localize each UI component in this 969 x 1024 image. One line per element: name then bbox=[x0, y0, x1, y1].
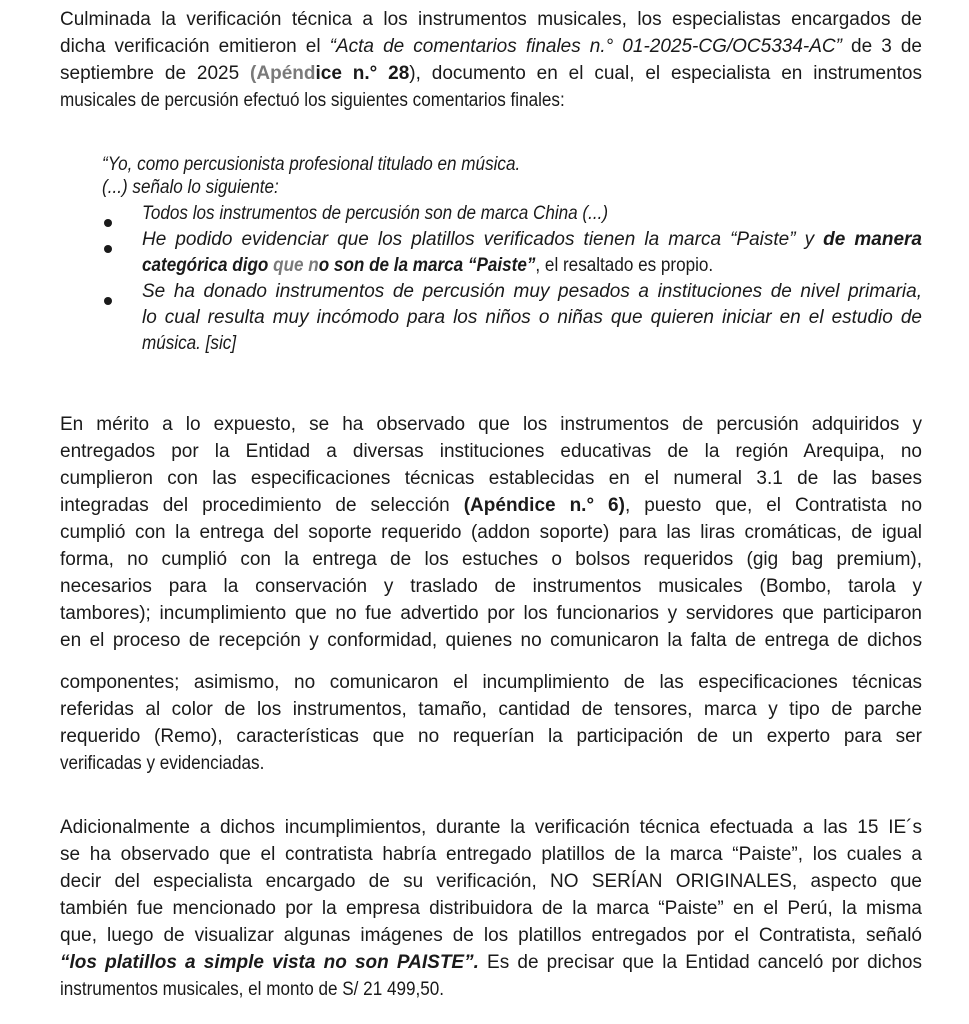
text-line: instrumentos musicales, el monto de S/ 21 499,50. bbox=[60, 979, 445, 1000]
text-span: , documento en el cual, el especialista en instrumentos bbox=[415, 63, 922, 84]
text-line: necesarios para la conservación y traslado de instrumentos musicales (Bombo, tarola y bbox=[60, 576, 922, 597]
appendix-6-reference: (Apéndice n.° 6) bbox=[463, 495, 625, 516]
bold-text: categórica digo bbox=[142, 255, 274, 276]
quote-intro-2: (...) señalo lo siguiente: bbox=[102, 177, 279, 198]
paren: ) bbox=[409, 63, 416, 84]
text-line: tambores); incumplimiento que no fue advertido por los funcionarios y servidores que participaron bbox=[60, 603, 922, 624]
text-line: se ha observado que el contratista habría entregado platillos de la marca “Paiste”, los cuales a bbox=[60, 844, 922, 865]
text-line: En mérito a lo expuesto, se ha observado que los instrumentos de percusión adquiridos y bbox=[60, 414, 922, 435]
appendix-gray: Apénd bbox=[256, 63, 316, 84]
text-span: Es de precisar que la Entidad canceló por dichos bbox=[478, 952, 922, 973]
text-line: cumplió con la entrega del soporte requerido (addon soporte) para las liras cromáticas, de igual bbox=[60, 522, 922, 543]
text-line: que, luego de visualizar algunas imágenes de los platillos entregados por el Contratista, señaló bbox=[60, 925, 922, 946]
text-line: también fue mencionado por la empresa distribuidora de la marca “Paiste” en el Perú, la misma bbox=[60, 898, 922, 919]
bullet-item-3-line: Se ha donado instrumentos de percusión muy pesados a instituciones de nivel primaria, bbox=[142, 281, 922, 302]
text-line: decir del especialista encargado de su verificación, NO SERÍAN ORIGINALES, aspecto que bbox=[60, 871, 922, 892]
bullet-item-1: Todos los instrumentos de percusión son de marca China (...) bbox=[142, 203, 609, 224]
text-line bbox=[60, 62, 922, 86]
text-line: musicales de percusión efectuó los siguientes comentarios finales: bbox=[60, 90, 565, 111]
bullet-icon bbox=[104, 297, 112, 305]
text-line: entregados por la Entidad a diversas instituciones educativas de la región Arequipa, no bbox=[60, 441, 922, 462]
text-span: de 3 de bbox=[841, 36, 922, 57]
text-line bbox=[60, 951, 922, 975]
text-line bbox=[60, 35, 922, 59]
text-line: cumplieron con las especificaciones técnicas establecidas en el numeral 3.1 de las bases bbox=[60, 468, 922, 489]
text-span: dicha verificación emitieron el bbox=[60, 36, 330, 57]
text-line: Culminada la verificación técnica a los instrumentos musicales, los especialistas encargados de bbox=[60, 9, 922, 30]
bold-text: de manera bbox=[823, 229, 923, 250]
text-line: componentes; asimismo, no comunicaron el incumplimiento de las especificaciones técnicas bbox=[60, 672, 922, 693]
appendix-bold: ice n.° 28 bbox=[315, 63, 410, 84]
acta-title: “Acta de comentarios finales n.° 01-2025-CG/OC5334-AC” bbox=[329, 36, 842, 57]
bullet-icon bbox=[104, 219, 112, 227]
bullet-item-3-line: música. [sic] bbox=[142, 333, 237, 354]
text-line: verificadas y evidenciadas. bbox=[60, 753, 265, 774]
text-span: , puesto que, el Contratista no bbox=[624, 495, 923, 516]
text-span: , el resaltado es propio. bbox=[535, 255, 714, 276]
text-line: requerido (Remo), características que no requerían la participación de un experto para ser bbox=[60, 726, 922, 747]
quote-intro-1: “Yo, como percusionista profesional titulado en música. bbox=[102, 154, 521, 175]
bullet-item-2-line-2 bbox=[142, 254, 713, 278]
paren: ( bbox=[250, 63, 257, 84]
text-line: en el proceso de recepción y conformidad, quienes no comunicaron la falta de entrega de dichos bbox=[60, 630, 922, 651]
text-line bbox=[60, 494, 922, 518]
text-span: He podido evidenciar que los platillos verificados tienen la marca “Paiste” y bbox=[142, 229, 824, 250]
bullet-item-3-line: lo cual resulta muy incómodo para los niños o niñas que quieren iniciar en el estudio de bbox=[142, 307, 922, 328]
appendix-28-reference bbox=[250, 63, 409, 84]
text-line: referidas al color de los instrumentos, tamaño, cantidad de tensores, marca y tipo de parche bbox=[60, 699, 922, 720]
text-span: integradas del procedimiento de selección bbox=[60, 495, 464, 516]
bullet-icon bbox=[104, 245, 112, 253]
text-span: septiembre de 2025 bbox=[60, 63, 251, 84]
bold-text: o son de la marca “Paiste” bbox=[318, 255, 536, 276]
bullet-item-2-line-1 bbox=[142, 228, 922, 252]
text-line: forma, no cumplió con la entrega de los estuches o bolsos requeridos (gig bag premium), bbox=[60, 549, 922, 570]
text-line: Adicionalmente a dichos incumplimientos, durante la verificación técnica efectuada a las 15 IE´s bbox=[60, 817, 922, 838]
distributor-quote: “los platillos a simple vista no son PAISTE”. bbox=[60, 952, 479, 973]
bold-gray-text: que n bbox=[273, 255, 319, 276]
